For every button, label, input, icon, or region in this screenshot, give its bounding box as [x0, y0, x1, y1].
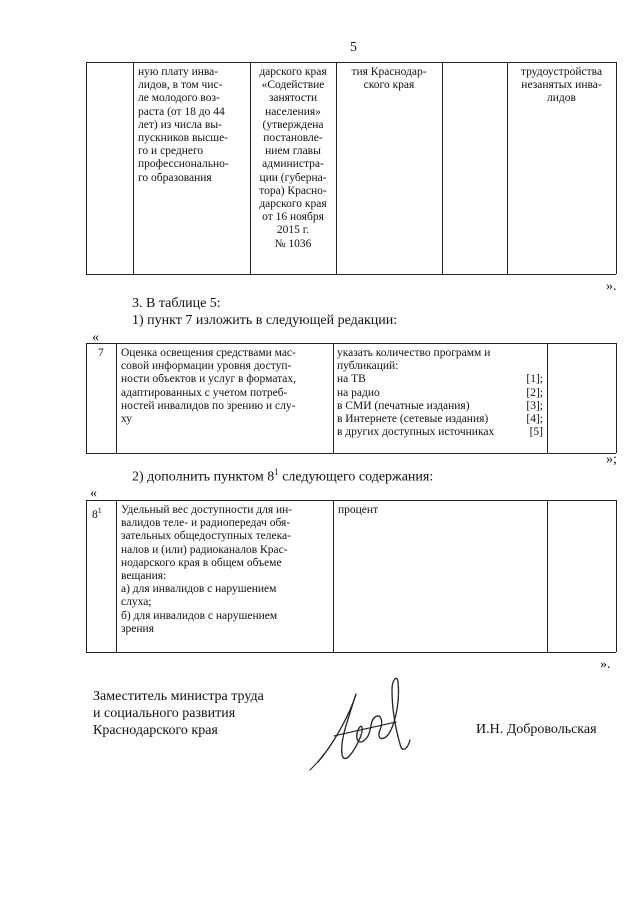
signatory-name: И.Н. Добровольская	[476, 722, 597, 737]
unit-line-text: в Интернете (сетевые издания)	[337, 413, 489, 426]
table-1-col-border	[336, 62, 337, 274]
table-1-col-border	[250, 62, 251, 274]
table-2-top-border	[86, 343, 616, 344]
table-1-bottom-border	[86, 274, 616, 275]
item-3-2-superscript: 1	[274, 467, 279, 477]
unit-line	[337, 400, 543, 413]
table-1-cell-program: дарского края «Содействие занятости населения» (утверждена постановле- нием главы администра- ции (губерна- тора) Красно- дарского края от 16 ноября 2015 г. № 1036	[259, 66, 327, 250]
page-number: 5	[350, 40, 357, 55]
closing-quote: ».	[600, 657, 611, 672]
unit-line-text: в СМИ (печатные издания)	[337, 399, 470, 412]
item-3-2-text: 2) дополнить пунктом 8	[132, 469, 275, 485]
unit-line-text: в других доступных источниках	[337, 426, 495, 439]
unit-line-text: на радио	[337, 386, 380, 399]
closing-quote: ».	[606, 279, 617, 294]
table-1-cell-executor: тия Краснодар- ского края	[351, 66, 427, 92]
item-3-heading: 3. В таблице 5:	[132, 296, 221, 311]
item-3-1-heading: 1) пункт 7 изложить в следующей редакции:	[132, 313, 398, 328]
table-1-col-border	[442, 62, 443, 274]
table-3-col-border	[116, 500, 117, 652]
table-1-cell-indicator: ную плату инва- лидов, в том чис- ле молодого воз- раста (от 18 до 44 лет) из числа вы- пускников высше- го и среднего профессионально- го образования	[138, 66, 229, 184]
item-3-2-tail: следующего содержания:	[278, 469, 434, 485]
table-1-top-border	[86, 62, 616, 63]
unit-line	[337, 373, 543, 386]
opening-quote: «	[92, 330, 99, 345]
table-1-col-border	[86, 62, 87, 274]
unit-line-code: [4];	[526, 413, 543, 426]
table-3-item-number	[92, 504, 102, 522]
item-number-superscript: 1	[97, 506, 102, 515]
table-3-top-border	[86, 500, 616, 501]
table-1-col-border	[507, 62, 508, 274]
table-1-col-border	[616, 62, 617, 274]
table-2-item-number: 7	[98, 347, 104, 359]
table-3-col-border	[547, 500, 548, 652]
table-2-col-border	[86, 343, 87, 453]
item-number: 8	[92, 508, 98, 521]
unit-line-code: [5]	[529, 426, 543, 439]
unit-line	[337, 426, 543, 439]
table-3-col-border	[616, 500, 617, 652]
table-2-bottom-border	[86, 453, 616, 454]
item-3-2-heading	[132, 467, 433, 486]
table-2-col-border	[547, 343, 548, 453]
unit-line-code: [1];	[526, 373, 543, 386]
table-2-cell-unit	[337, 347, 543, 439]
handwritten-signature	[300, 670, 430, 780]
table-3-bottom-border	[86, 652, 616, 653]
table-2-col-border	[333, 343, 334, 453]
opening-quote: «	[90, 486, 97, 501]
signatory-position: Заместитель министра труда и социального развития Краснодарского края	[93, 689, 264, 738]
table-1-col-border	[133, 62, 134, 274]
table-3-cell-indicator: Удельный вес доступности для ин- валидов теле- и радиопередач обя- зательных общедоступных телека- налов и (или) радиоканалов Крас- нодарского края в общем объеме вещания: а) для инвалидов с нарушением слуха; б) для инвалидов с нарушением зрения	[121, 504, 293, 635]
table-3-cell-unit: процент	[338, 504, 379, 516]
unit-line-code: [3];	[526, 399, 543, 412]
unit-line-code: [2];	[526, 386, 543, 399]
table-3-col-border	[333, 500, 334, 652]
closing-quote: »;	[606, 452, 617, 467]
unit-line	[337, 387, 543, 400]
table-2-col-border	[616, 343, 617, 453]
unit-line	[337, 413, 543, 426]
table-2-col-border	[116, 343, 117, 453]
table-2-cell-indicator: Оценка освещения средствами мас- совой информации уровня доступ- ности объектов и услуг в форматах, адаптированных с учетом потреб- ностей инвалидов по зрению и слу- ху	[121, 347, 297, 426]
unit-line-text: на ТВ	[337, 373, 366, 386]
table-1-cell-note: трудоустройства незанятых инва- лидов	[520, 66, 603, 105]
unit-intro: указать количество программ и публикаций:	[337, 347, 491, 373]
table-3-col-border	[86, 500, 87, 652]
